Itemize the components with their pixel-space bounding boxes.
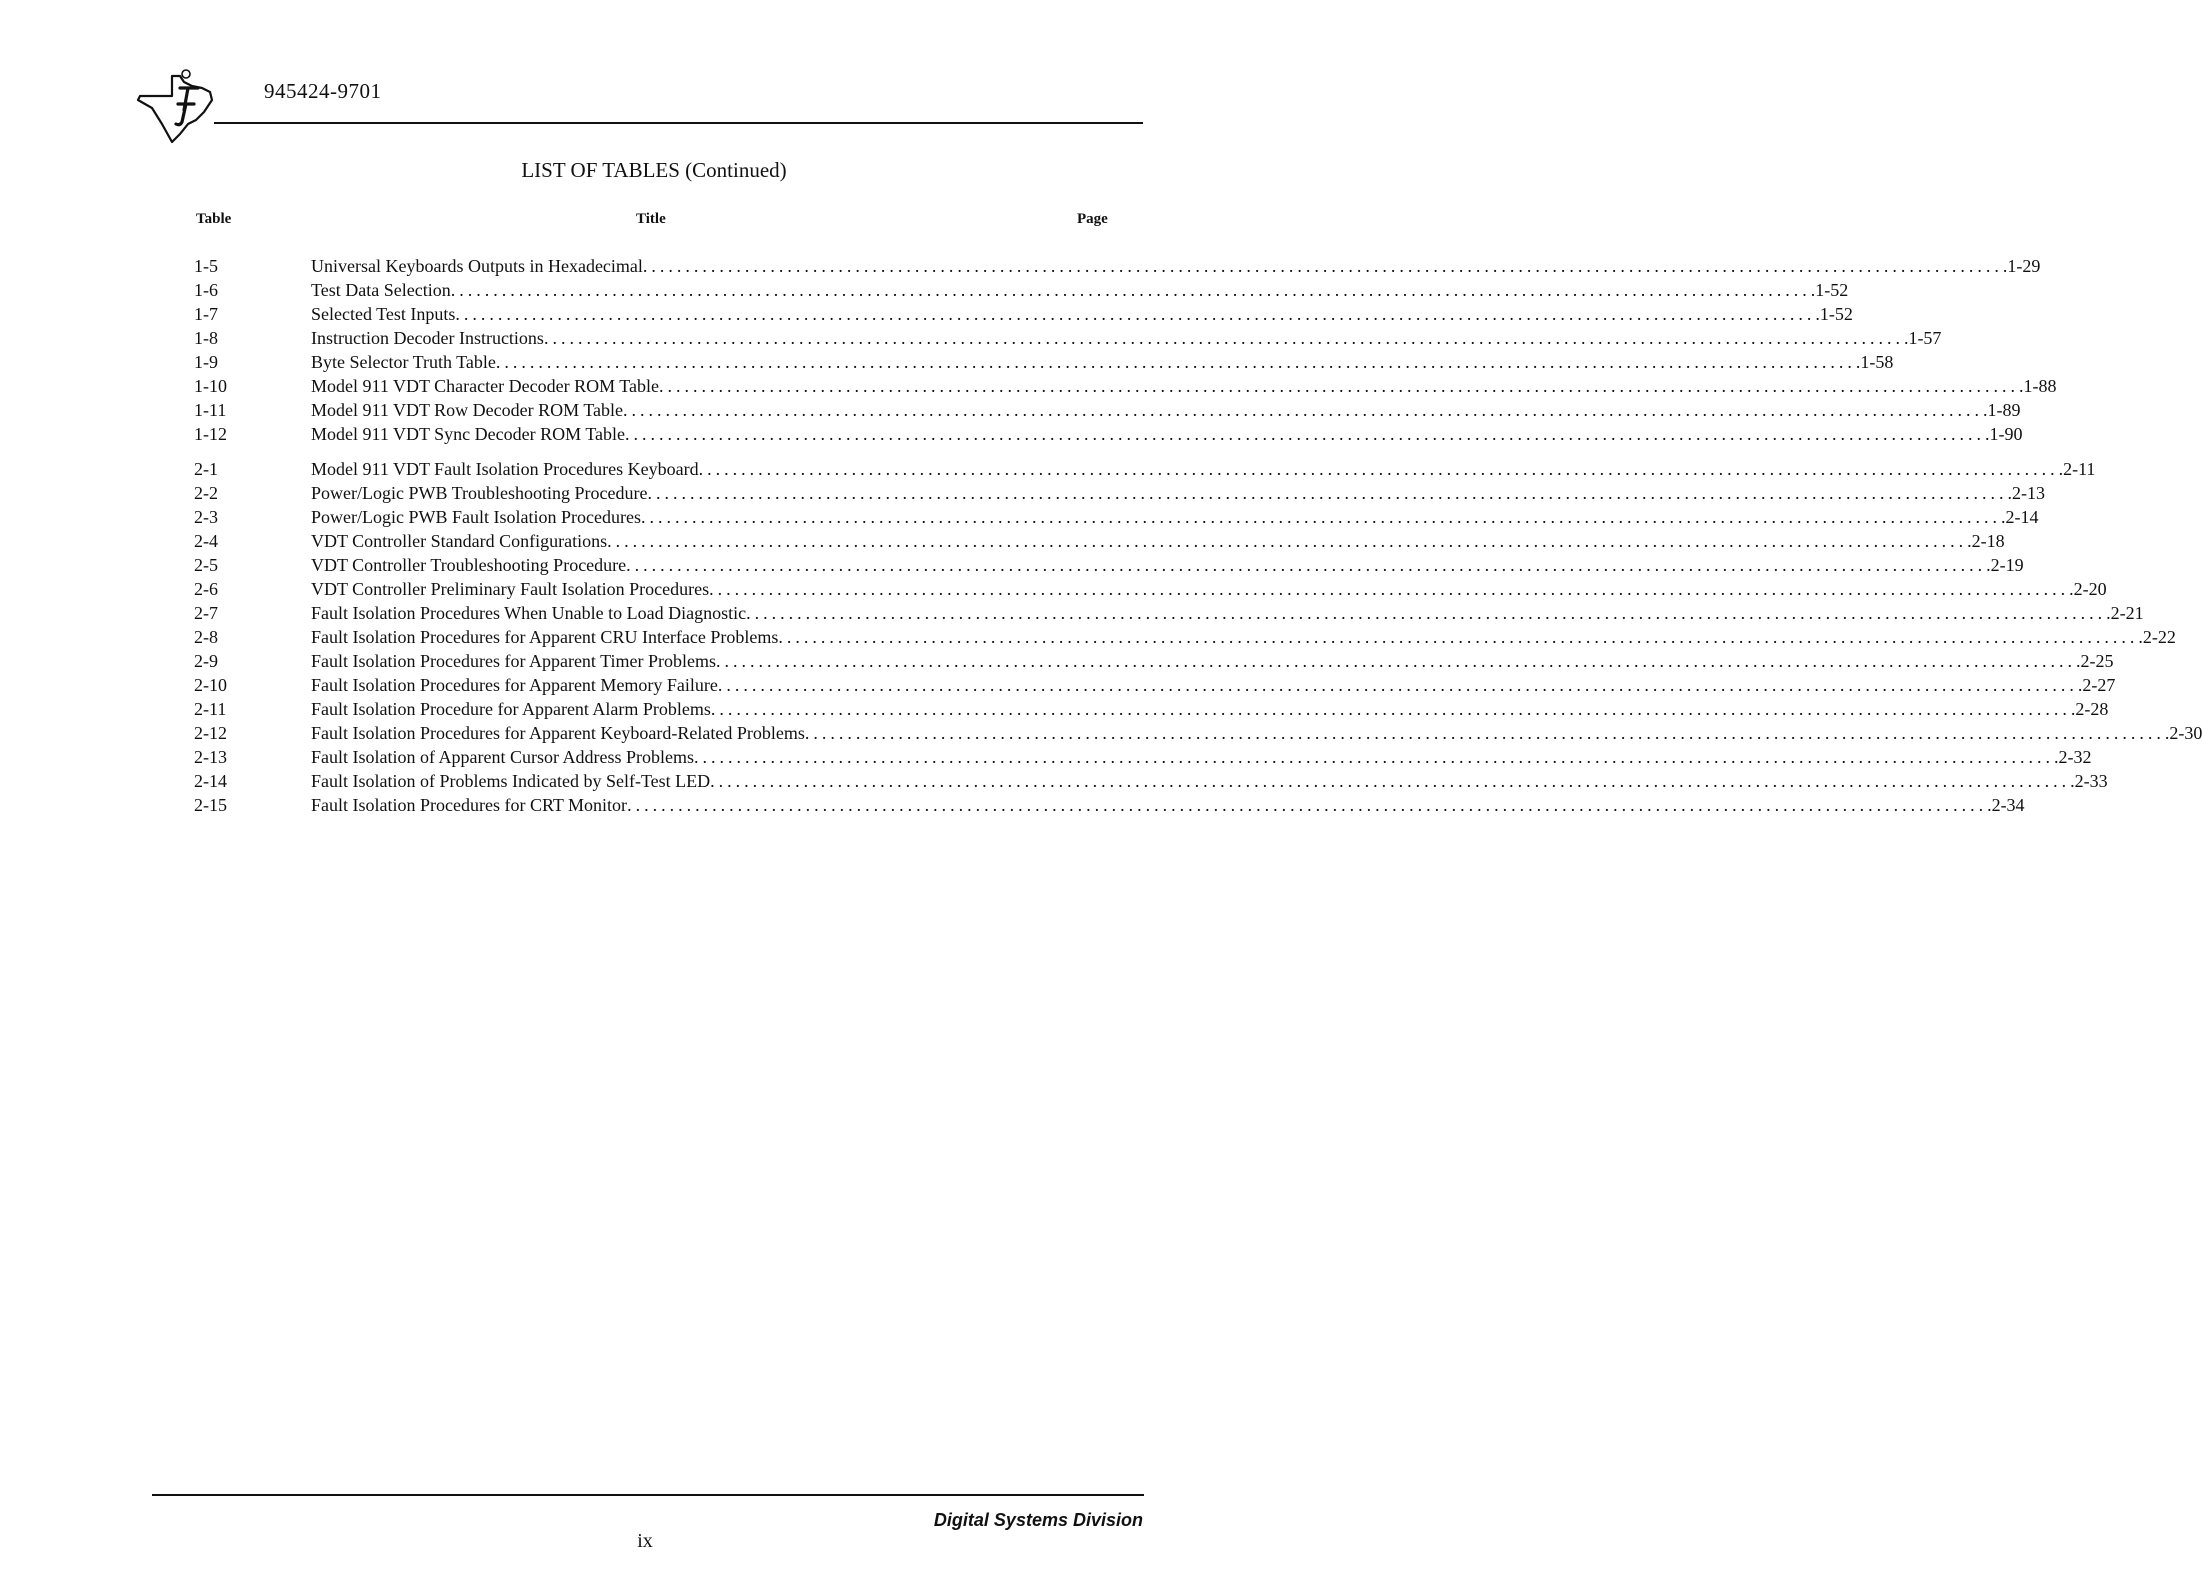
list-item[interactable]: [0, 398, 2021, 422]
table-number: 1-11: [194, 400, 227, 420]
table-entry: [311, 673, 2116, 697]
table-entry: [311, 625, 2176, 649]
page-reference: .2-13: [2007, 483, 2045, 503]
dot-leader: ................................................................................................................................................................: [626, 555, 1987, 575]
table-number: 2-3: [194, 507, 218, 527]
table-entry: [311, 350, 1894, 374]
page-reference: .1-29: [2002, 256, 2041, 276]
list-item[interactable]: [0, 745, 2092, 769]
page-reference: .1-88: [2019, 376, 2057, 396]
table-entry: [311, 422, 2023, 446]
table-title: Model 911 VDT Character Decoder ROM Table: [311, 376, 659, 396]
header-divider: [214, 122, 1143, 124]
table-entry: [311, 254, 2041, 278]
list-item[interactable]: [0, 529, 2005, 553]
table-title: Fault Isolation of Apparent Cursor Address Problems: [311, 747, 694, 767]
table-title: Test Data Selection: [311, 280, 451, 300]
dot-leader: ................................................................................................................................................................: [778, 627, 2139, 647]
table-entry: [311, 793, 2025, 817]
ti-texas-logo-icon: [132, 66, 216, 142]
column-header-table: Table: [196, 211, 232, 227]
table-number: 1-10: [194, 376, 227, 396]
page-reference: .2-14: [2000, 507, 2039, 527]
table-number: 2-5: [194, 555, 218, 575]
page-reference: .1-52: [1815, 304, 1853, 324]
document-number: 945424-9701: [264, 79, 382, 103]
list-item[interactable]: [0, 505, 2039, 529]
table-number: 2-11: [194, 699, 227, 719]
page-reference: .2-18: [1967, 531, 2005, 551]
table-number: 2-9: [194, 651, 218, 671]
page-reference: .2-22: [2138, 627, 2176, 647]
list-item[interactable]: [0, 721, 2202, 745]
table-entry: [311, 601, 2144, 625]
page-title: LIST OF TABLES (Continued): [521, 158, 787, 182]
table-number: 2-10: [194, 675, 227, 695]
list-item[interactable]: [0, 422, 2023, 446]
table-number: 2-15: [194, 795, 227, 815]
table-number: 2-12: [194, 723, 227, 743]
dot-leader: ................................................................................................................................................................: [455, 304, 1816, 324]
table-number: 1-6: [194, 280, 218, 300]
division-name: Digital Systems Division: [933, 1510, 1143, 1530]
list-item[interactable]: [0, 673, 2116, 697]
table-number: 2-8: [194, 627, 218, 647]
dot-leader: ................................................................................................................................................................: [495, 352, 1856, 372]
list-item[interactable]: [0, 601, 2144, 625]
dot-leader: ................................................................................................................................................................: [717, 675, 2078, 695]
page-reference: .2-34: [1987, 795, 2025, 815]
dot-leader: ................................................................................................................................................................: [659, 376, 2019, 396]
table-title: Universal Keyboards Outputs in Hexadecimal: [311, 256, 643, 276]
page-reference: .2-11: [2058, 459, 2096, 479]
list-item[interactable]: [0, 625, 2176, 649]
table-entry: [311, 481, 2045, 505]
table-number: 2-4: [194, 531, 218, 551]
table-entry: [311, 278, 1849, 302]
list-item[interactable]: [0, 697, 2109, 721]
page-reference: .1-52: [1810, 280, 1849, 300]
table-entry: [311, 398, 2021, 422]
dot-leader: ................................................................................................................................................................: [746, 603, 2107, 623]
table-title: Power/Logic PWB Fault Isolation Procedures: [311, 507, 641, 527]
list-item[interactable]: [0, 457, 2096, 481]
table-title: VDT Controller Standard Configurations: [311, 531, 608, 551]
dot-leader: ................................................................................................................................................................: [698, 459, 2059, 479]
page-reference: .2-19: [1986, 555, 2024, 575]
table-title: Selected Test Inputs: [311, 304, 456, 324]
column-header-title: Title: [636, 211, 666, 227]
table-number: 2-6: [194, 579, 218, 599]
page-reference: .2-20: [2069, 579, 2107, 599]
table-title: VDT Controller Troubleshooting Procedure: [311, 555, 627, 575]
page-reference: .1-90: [1985, 424, 2023, 444]
list-item[interactable]: [0, 793, 2025, 817]
table-number: 1-9: [194, 352, 218, 372]
dot-leader: ................................................................................................................................................................: [450, 280, 1811, 300]
list-item[interactable]: [0, 278, 1849, 302]
dot-leader: ................................................................................................................................................................: [623, 400, 1984, 420]
table-title: Byte Selector Truth Table: [311, 352, 496, 372]
table-entry: [311, 553, 2024, 577]
page-reference: .1-58: [1855, 352, 1894, 372]
table-title: Model 911 VDT Fault Isolation Procedures Keyboard: [311, 459, 699, 479]
table-entry: [311, 697, 2109, 721]
dot-leader: ................................................................................................................................................................: [693, 747, 2054, 767]
table-entry: [311, 649, 2114, 673]
table-title: Model 911 VDT Row Decoder ROM Table: [311, 400, 624, 420]
table-number: 2-2: [194, 483, 218, 503]
list-item[interactable]: [0, 649, 2114, 673]
list-item[interactable]: [0, 254, 2041, 278]
list-item[interactable]: [0, 374, 2057, 398]
table-number: 2-1: [194, 459, 218, 479]
page-number: ix: [637, 1530, 653, 1552]
table-title: VDT Controller Preliminary Fault Isolation Procedures: [311, 579, 710, 599]
list-item[interactable]: [0, 553, 2024, 577]
dot-leader: ................................................................................................................................................................: [607, 531, 1968, 551]
table-number: 2-13: [194, 747, 227, 767]
table-list: [0, 254, 2202, 817]
table-title: Fault Isolation Procedures for Apparent Memory Failure: [311, 675, 718, 695]
table-group: [0, 254, 2057, 446]
page-reference: .2-27: [2077, 675, 2116, 695]
page-reference: .1-57: [1903, 328, 1942, 348]
table-entry: [311, 721, 2202, 745]
list-item[interactable]: [0, 350, 1894, 374]
dot-leader: ................................................................................................................................................................: [804, 723, 2165, 743]
table-title: Fault Isolation Procedures When Unable to Load Diagnostic: [311, 603, 747, 623]
table-number: 2-7: [194, 603, 218, 623]
table-title: Model 911 VDT Sync Decoder ROM Table: [311, 424, 626, 444]
table-title: Fault Isolation Procedures for Apparent Keyboard-Related Problems: [311, 723, 805, 743]
page-reference: .2-21: [2106, 603, 2144, 623]
list-item[interactable]: [0, 577, 2107, 601]
table-entry: [311, 529, 2005, 553]
table-title: Instruction Decoder Instructions: [311, 328, 544, 348]
table-entry: [311, 374, 2057, 398]
table-title: Fault Isolation Procedures for Apparent Timer Problems: [311, 651, 716, 671]
dot-leader: ................................................................................................................................................................: [710, 771, 2071, 791]
table-entry: [311, 326, 1942, 350]
page-reference: .2-32: [2053, 747, 2092, 767]
table-number: 1-8: [194, 328, 218, 348]
table-number: 1-7: [194, 304, 218, 324]
table-title: Fault Isolation Procedure for Apparent Alarm Problems: [311, 699, 711, 719]
dot-leader: ................................................................................................................................................................: [709, 579, 2070, 599]
dot-leader: ................................................................................................................................................................: [625, 424, 1986, 444]
list-item[interactable]: [0, 769, 2108, 793]
table-group: [0, 457, 2202, 817]
table-entry: [311, 769, 2108, 793]
footer-divider: [152, 1494, 1144, 1496]
list-item[interactable]: [0, 326, 1942, 350]
table-number: 2-14: [194, 771, 227, 791]
page-reference: .2-33: [2070, 771, 2108, 791]
page-reference: .2-25: [2075, 651, 2114, 671]
table-number: 1-5: [194, 256, 218, 276]
table-entry: [311, 505, 2039, 529]
dot-leader: ................................................................................................................................................................: [640, 507, 2001, 527]
dot-leader: ................................................................................................................................................................: [715, 651, 2076, 671]
dot-leader: ................................................................................................................................................................: [543, 328, 1904, 348]
column-header-page: Page: [1077, 211, 1108, 227]
dot-leader: ................................................................................................................................................................: [642, 256, 2003, 276]
table-title: Fault Isolation Procedures for CRT Monitor: [311, 795, 628, 815]
list-item[interactable]: [0, 481, 2045, 505]
table-title: Power/Logic PWB Troubleshooting Procedure: [311, 483, 648, 503]
page-reference: .1-89: [1983, 400, 2021, 420]
page-reference: .2-28: [2070, 699, 2109, 719]
table-title: Fault Isolation Procedures for Apparent CRU Interface Problems: [311, 627, 779, 647]
dot-leader: ................................................................................................................................................................: [627, 795, 1988, 815]
list-item[interactable]: [0, 302, 1853, 326]
table-number: 1-12: [194, 424, 227, 444]
table-entry: [311, 302, 1853, 326]
dot-leader: ................................................................................................................................................................: [710, 699, 2071, 719]
table-entry: [311, 745, 2092, 769]
dot-leader: ................................................................................................................................................................: [647, 483, 2008, 503]
table-title: Fault Isolation of Problems Indicated by Self-Test LED: [311, 771, 711, 791]
table-entry: [311, 457, 2096, 481]
page-reference: .2-30: [2164, 723, 2202, 743]
table-entry: [311, 577, 2107, 601]
